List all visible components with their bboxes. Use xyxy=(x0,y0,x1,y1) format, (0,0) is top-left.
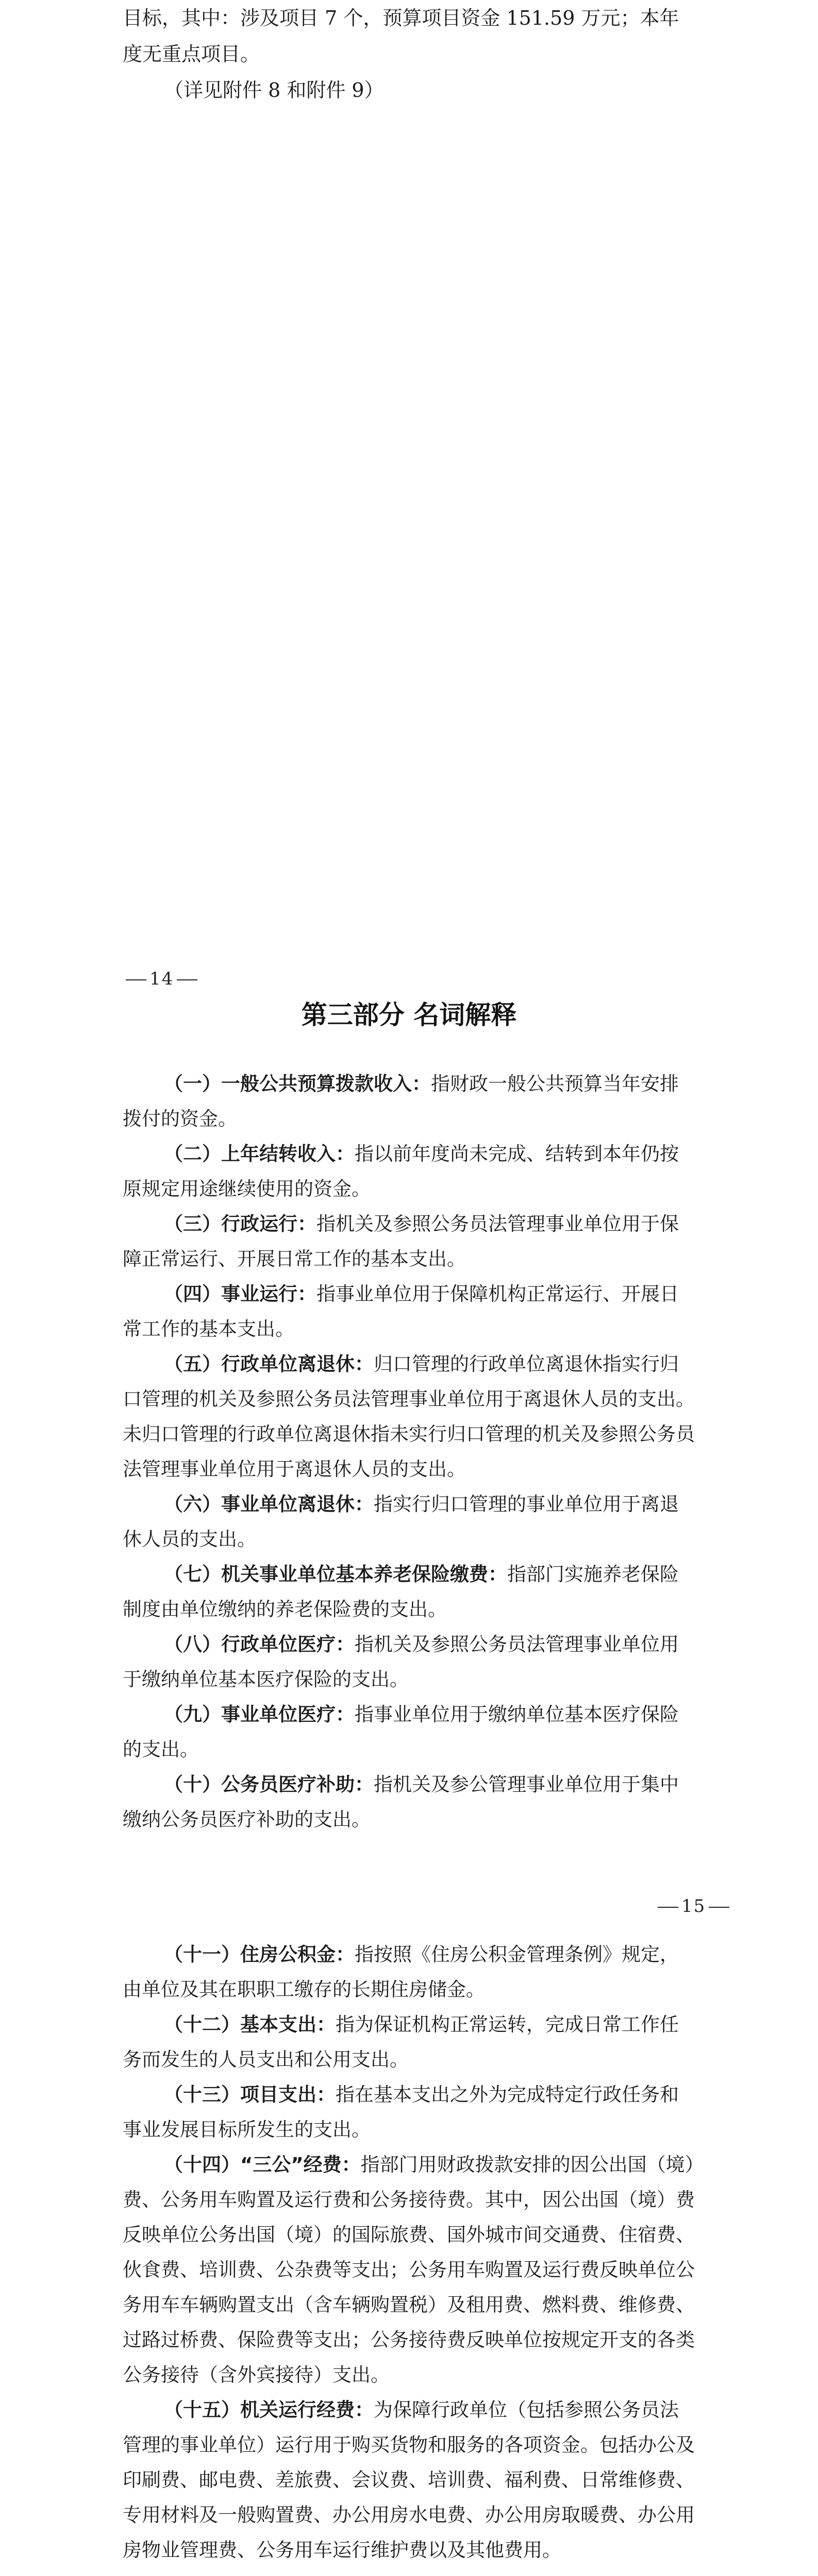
glossary-definition: 指以前年度尚未完成、结转到本年仍按原规定用途继续使用的资金。 xyxy=(123,1143,679,1200)
glossary-item xyxy=(123,1277,696,1347)
glossary-term: （六）事业单位离退休： xyxy=(164,1493,374,1515)
glossary-definition: 指在基本支出之外为完成特定行政任务和事业发展目标所发生的支出。 xyxy=(123,2083,679,2141)
glossary-definition: 指事业单位用于保障机构正常运行、开展日常工作的基本支出。 xyxy=(123,1283,679,1340)
page-number-15 xyxy=(655,1896,732,1917)
glossary-item xyxy=(123,1937,696,2007)
glossary-definition: 指事业单位用于缴纳单位基本医疗保险的支出。 xyxy=(123,1703,679,1760)
glossary-item xyxy=(123,1207,696,1277)
glossary-term: （十三）项目支出： xyxy=(164,2083,336,2106)
page-number-14 xyxy=(123,969,201,989)
glossary-item xyxy=(123,1347,696,1487)
glossary-item xyxy=(123,1767,696,1837)
glossary-term: （三）行政运行： xyxy=(164,1213,316,1235)
glossary-term: （九）事业单位医疗： xyxy=(164,1703,355,1725)
glossary-item xyxy=(123,2393,696,2568)
glossary-definition: 指部门实施养老保险制度由单位缴纳的养老保险费的支出。 xyxy=(123,1563,679,1620)
glossary-item xyxy=(123,2147,696,2393)
glossary-item xyxy=(123,1137,696,1207)
glossary-term: （二）上年结转收入： xyxy=(164,1143,355,1165)
glossary-term: （七）机关事业单位基本养老保险缴费： xyxy=(164,1563,507,1585)
glossary-term: （一）一般公共预算拨款收入： xyxy=(164,1073,431,1095)
glossary-term: （十二）基本支出： xyxy=(164,2013,336,2036)
glossary-definition: 指实行归口管理的事业单位用于离退休人员的支出。 xyxy=(123,1493,679,1550)
glossary-term: （十四）“三公”经费： xyxy=(164,2154,361,2176)
glossary-definition: 指按照《住房公积金管理条例》规定，由单位及其在职职工缴存的长期住房储金。 xyxy=(123,1943,679,2001)
glossary-definition: 指财政一般公共预算当年安排拨付的资金。 xyxy=(123,1073,679,1130)
section-3-title: 第三部分 名词解释 xyxy=(301,1000,517,1030)
glossary-item xyxy=(123,2007,696,2077)
glossary-term: （五）行政单位离退休： xyxy=(164,1353,374,1375)
glossary-item xyxy=(123,1627,696,1697)
glossary-item xyxy=(123,2077,696,2147)
intro-text xyxy=(123,0,696,108)
glossary-definition: 指机关及参公管理事业单位用于集中缴纳公务员医疗补助的支出。 xyxy=(123,1773,679,1831)
glossary-term: （八）行政单位医疗： xyxy=(164,1633,355,1655)
glossary-definition: 指机关及参照公务员法管理事业单位用于保障正常运行、开展日常工作的基本支出。 xyxy=(123,1213,679,1270)
glossary-list-2 xyxy=(123,1937,696,2568)
glossary-item xyxy=(123,1557,696,1627)
glossary-definition: 指机关及参照公务员法管理事业单位用于缴纳单位基本医疗保险的支出。 xyxy=(123,1633,679,1690)
glossary-term: （十五）机关运行经费： xyxy=(164,2399,374,2421)
glossary-term: （四）事业运行： xyxy=(164,1283,316,1305)
intro-line-1: 目标，其中：涉及项目 7 个，预算项目资金 151.59 万元；本年度无重点项目。 xyxy=(123,7,679,65)
glossary-list-1 xyxy=(123,1066,696,1837)
glossary-term: （十一）住房公积金： xyxy=(164,1943,355,1965)
page-number-text: 15 xyxy=(681,1896,706,1917)
glossary-term: （十）公务员医疗补助： xyxy=(164,1773,374,1795)
glossary-definition: 归口管理的行政单位离退休指实行归口管理的机关及参照公务员法管理事业单位用于离退休人员的支出。未归口管理的行政单位离退休指未实行归口管理的机关及参照公务员法管理事业单位用于离退休人员的支出。 xyxy=(123,1353,695,1480)
glossary-definition: 为保障行政单位（包括参照公务员法管理的事业单位）运行用于购买货物和服务的各项资金。包括办公及印刷费、邮电费、差旅费、会议费、培训费、福利费、日常维修费、专用材料及一般购置费、办公用房水电费、办公用房取暖费、办公用房物业管理费、公务用车运行维护费以及其他费用。 xyxy=(123,2399,695,2561)
glossary-item xyxy=(123,1487,696,1557)
intro-line-2: （详见附件 8 和附件 9） xyxy=(164,79,384,101)
glossary-definition: 指部门用财政拨款安排的因公出国（境）费、公务用车购置及运行费和公务接待费。其中，因公出国（境）费反映单位公务出国（境）的国际旅费、国外城市间交通费、住宿费、伙食费、培训费、公杂费等支出；公务用车购置及运行费反映单位公务用车车辆购置支出（含车辆购置税）及租用费、燃料费、维修费、过路过桥费、保险费等支出；公务接待费反映单位按规定开支的各类公务接待（含外宾接待）支出。 xyxy=(123,2154,695,2386)
page-number-text: 14 xyxy=(149,969,174,989)
glossary-definition: 指为保证机构正常运转，完成日常工作任务而发生的人员支出和公用支出。 xyxy=(123,2013,679,2071)
glossary-item xyxy=(123,1697,696,1767)
glossary-item xyxy=(123,1066,696,1137)
